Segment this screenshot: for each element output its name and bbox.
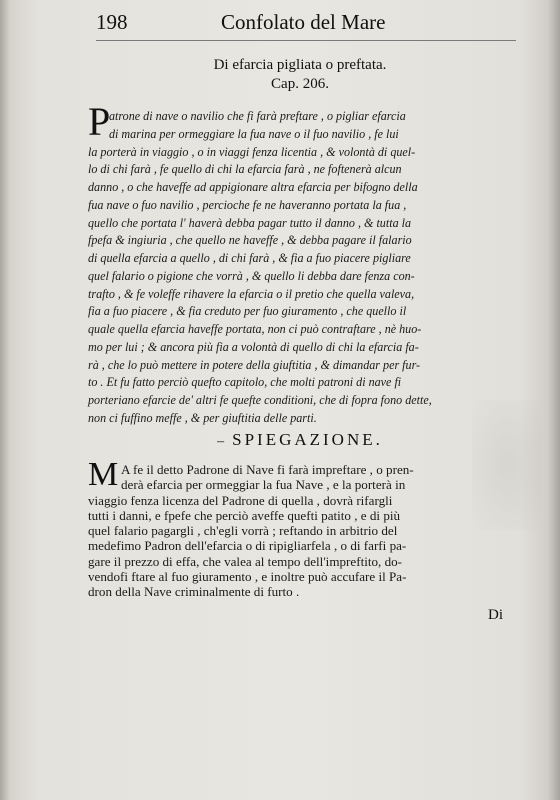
text-line: trafto , & fe voleffe rihavere la efarcia o il pretio che quella valeva, [88,286,415,301]
text-line: di quella efarcia a quello , di chi farà , & fia a fuo piacere pigliare [88,251,411,265]
text-line: dron della Nave criminalmente di furto . [88,584,300,600]
text-line: A fe il detto Padrone di Nave fi farà impreftare , o pren- [121,462,414,477]
text-line: danno , o che haveffe ad appigionare altra efarcia per bifogno della [88,180,418,194]
text-line: non ci fuffino meffe , & per giuftitia delle parti. [88,410,317,425]
text-line: quel falario pagargli , ch'egli vorrà ; reftando in arbitrio del [88,523,398,539]
chapter-number: Cap. 206. [271,76,329,92]
header-rule [96,40,516,41]
text-line: rà , che lo può mettere in potere della giuftitia , & dimandar per fur- [88,357,421,372]
text-line: to . Et fu fatto perciò quefto capitolo, che molti patroni di nave fi [88,375,402,390]
page-number: 198 [96,10,128,34]
text-line: fia a fuo piacere , & fia creduto per fuo giuramento , che quello il [88,304,407,319]
catchword: Di [488,607,503,623]
running-head [96,10,534,38]
text-line: quello che portata l' haverà debba pagar tutto il danno , & tutta la [88,215,412,230]
heading-dash: – [217,434,225,449]
text-line: quale quella efarcia haveffe portata, non ci può contraftare , nè huo- [88,322,422,336]
commentary-text [88,462,528,600]
text-line: gare il prezzo di effa, che valea al tempo dell'impreftito, do- [88,553,403,569]
text-line: viaggio fenza licenza del Padrone di quella , dovrà rifargli [88,492,393,508]
text-line: quel falario o pigione che vorrà , & quello li debba dare fenza con- [88,268,415,283]
commentary-heading-text: SPIEGAZIONE. [232,430,383,449]
running-title: Confolato del Mare [221,10,386,34]
text-line: lo di chi farà , fe quello di chi la efarcia farà , ne foftenerà alcun [88,162,402,177]
text-line: mo per lui ; & ancora più fia a volontà di quello di chi la efarcia fa- [88,339,419,354]
text-line: di marina per ormeggiare la fua nave o il fuo navilio , fe lui [109,126,399,141]
text-line: vendofi ftare al fuo giuramento , e inoltre può accufare il Pa- [88,569,407,585]
text-line: medefimo Padron dell'efarcia o di ripigliarfela , o di farfi pa- [88,538,407,554]
text-line: la porterà in viaggio , o in viaggi fenza licentia , & volontà di quel- [88,144,416,159]
chapter-text [88,108,528,428]
page-edge-shadow [548,0,560,800]
section-title: Di efarcia pigliata o preftata. [213,57,387,73]
drop-cap-m: M [88,456,119,493]
text-line: derà efarcia per ormeggiar la fua Nave , e la porterà in [121,477,406,493]
text-line: fpefa & ingiuria , che quello ne haveffe , & debba pagare il falario [88,233,412,248]
drop-cap-p: P [88,99,111,144]
commentary-heading [100,430,500,450]
text-line: porteriano efarcie de' altri fe quefte conditioni, che di fopra fono dette, [88,393,432,407]
text-line: fua nave o fuo navilio , percioche fe ne haveranno portata la fua , [88,197,407,212]
text-line: atrone di nave o navilio che fi farà preftare , o pigliar efarcia [109,109,406,123]
text-line: tutti i danni, e fpefe che perciò aveffe quefti patito , e di più [88,507,401,523]
